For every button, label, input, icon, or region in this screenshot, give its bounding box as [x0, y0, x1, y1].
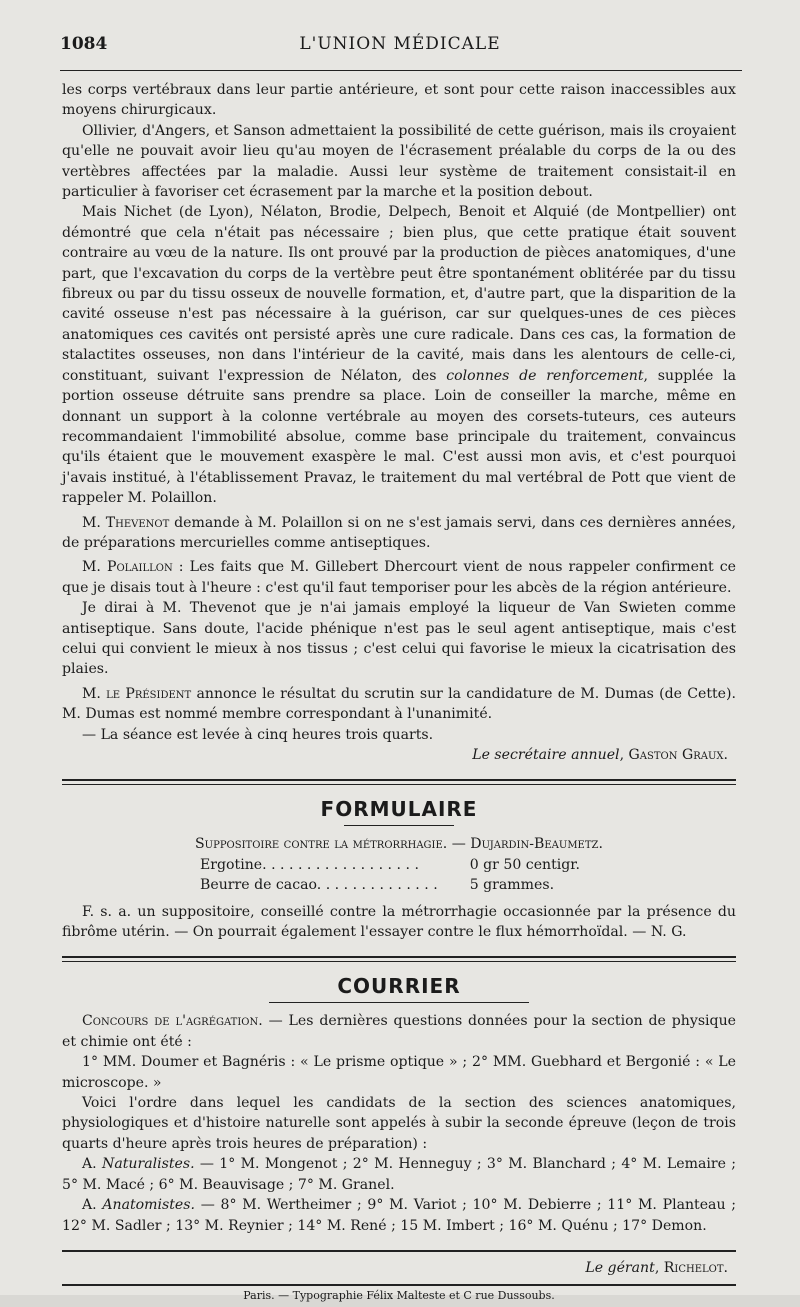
paragraph: 1° MM. Doumer et Bagnéris : « Le prisme optique » ; 2° MM. Guebhard et Bergonié : « Le microscope. »	[62, 1054, 736, 1091]
recipe-note: F. s. a. un suppositoire, conseillé contre la métrorrhagie occasionnée par la présence du fibrôme utérin. — On pourrait également l'essayer contre le flux hémorrhoïdal. — N. G.	[62, 903, 736, 941]
paragraph: les corps vertébraux dans leur partie antérieure, et sont pour cette raison inaccessibles aux moyens chirurgicaux.	[62, 82, 736, 119]
section-divider	[62, 779, 736, 785]
section-title-formulaire: FORMULAIRE	[320, 797, 478, 822]
italic-phrase: colonnes de renforcement	[446, 367, 644, 384]
signature: Le secrétaire annuel, Gaston Graux.	[472, 747, 728, 763]
page-header	[60, 32, 740, 60]
recipe-title: Suppositoire contre la métrorrhagie. — Dujardin-Beaumetz.	[195, 836, 603, 853]
imprint: Paris. — Typographie Félix Malteste et C rue Dussoubs.	[243, 1289, 555, 1303]
paragraph: Je dirai à M. Thevenot que je n'ai jamais employé la liqueur de Van Swieten comme antiseptique. Sans doute, l'acide phénique n'est pas le seul agent antiseptique, mais c'est celui qui convient le mieux à nos tissus ; c'est celui qui favorise le mieux la cicatrisation des plaies.	[62, 600, 736, 678]
paragraph: Voici l'ordre dans lequel les candidats de la section des sciences anatomiques, physiologiques et d'histoire naturelle sont appelés à subir la seconde épreuve (leçon de trois quarts d'heure après trois heures de préparation) :	[62, 1095, 736, 1152]
speaker-name: M. Polaillon :	[82, 559, 184, 576]
header-rule	[60, 70, 742, 71]
speaker-name: M. le Président	[82, 685, 192, 702]
paragraph: Ollivier, d'Angers, et Sanson admettaient la possibilité de cette guérison, mais ils croyaient qu'elle ne pouvait avoir lieu qu'au moyen de l'écrasement préalable du corps de la ou des vertèbres affectées par la maladie. Aussi leur système de traitement consistait-il en particulier à favoriser cet écrasement par la marche et la position debout.	[62, 122, 736, 201]
paragraph: M. Thevenot demande à M. Polaillon si on ne s'est jamais servi, dans ces dernières années, de préparations mercurielles comme antiseptiques.	[62, 514, 737, 551]
section-divider	[62, 956, 736, 962]
recipe-row: Ergotine. . . . . . . . . . . . . . . . . . 0 gr 50 centigr.	[200, 856, 580, 873]
paragraph: A. Naturalistes. — 1° M. Mongenot ; 2° M. Henneguy ; 3° M. Blanchard ; 4° M. Lemaire ; 5° M. Macé ; 6° M. Beauvisage ; 7° M. Granel.	[62, 1156, 737, 1193]
paragraph: M. le Président annonce le résultat du scrutin sur la candidature de M. Dumas (de Cette). M. Dumas est nommé membre correspondant à l'unanimité.	[62, 685, 736, 723]
section-title-courrier: COURRIER	[337, 974, 461, 999]
page-number: 1084	[60, 34, 108, 54]
paragraph: — La séance est levée à cinq heures trois quarts.	[82, 726, 434, 743]
running-title: L'UNION MÉDICALE	[299, 34, 501, 54]
paragraph: Mais Nichet (de Lyon), Nélaton, Brodie, Delpech, Benoit et Alquié (de Montpellier) ont démontré que cela n'était pas nécessaire ; bien plus, que cette pratique était souvent contraire au vœu de la nature. Ils ont prouvé par la production de pièces anatomiques, d'une part, que l'excavation du corps de la vertèbre peut être spontanément oblitérée par du tissu fibreux ou par du tissu osseux de nouvelle formation, et, d'autre part, que la disparition de la cavité osseuse n'est pas nécessaire à la guérison, car sur quelques-unes de ces pièces anatomiques ces cavités ont persisté après une cure radicale. Dans ces cas, la formation de stalactites osseuses, non dans l'intérieur de la cavité, mais dans les alentours de celle-ci, constituant, suivant l'expression de Nélaton, des colonnes de renforcement, supplée la portion osseuse détruite sans prendre sa place. Loin de conseiller la marche, même en donnant un support à la colonne vertébrale au moyen des corsets-tuteurs, ces auteurs recommandaient l'immobilité absolue, comme base principale du traitement, convaincus qu'ils étaient que le mouvement exaspère le mal. C'est aussi mon avis, et c'est pourquoi j'avais institué, à l'établissement Pravaz, le traitement du mal vertébral de Pott que vient de rappeler M. Polaillon.	[62, 204, 736, 507]
recipe-row: Beurre de cacao. . . . . . . . . . . . . . 5 grammes.	[200, 877, 555, 894]
paragraph: M. Polaillon : Les faits que M. Gillebert Dhercourt vient de nous rappeler confirment ce que je disais tout à l'heure : c'est qu'il faut temporiser pour les abcès de la région antérieure.	[62, 559, 737, 596]
short-rule	[344, 825, 454, 826]
paragraph: Concours de l'agrégation. — Les dernières questions données pour la section de physique et chimie ont été :	[62, 1013, 736, 1050]
speaker-name: M. Thevenot	[82, 514, 170, 531]
footer-rule	[62, 1250, 736, 1252]
paragraph: A. Anatomistes. — 8° M. Wertheimer ; 9° M. Variot ; 10° M. Debierre ; 11° M. Planteau ; 12° M. Sadler ; 13° M. Reynier ; 14° M. René ; 15 M. Imbert ; 16° M. Quénu ; 17° Demon.	[62, 1197, 736, 1234]
recipe-table	[200, 855, 580, 896]
short-rule	[269, 1002, 529, 1003]
page-content	[62, 80, 736, 1307]
gerant-signature: Le gérant, Richelot.	[585, 1259, 728, 1276]
